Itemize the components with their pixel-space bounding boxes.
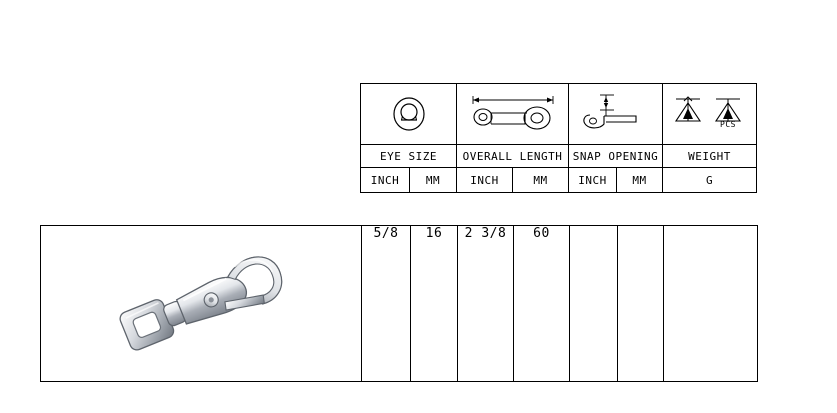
cell-overall-length-inch: 2 3/8 bbox=[458, 226, 514, 382]
swivel-snap-hook-image bbox=[106, 249, 296, 359]
cell-overall-length-mm: 60 bbox=[514, 226, 570, 382]
snap-opening-icon bbox=[569, 84, 662, 144]
overall-length-label: OVERALL LENGTH bbox=[457, 145, 569, 168]
cell-weight-g bbox=[664, 226, 758, 382]
spec-name-row bbox=[361, 145, 757, 168]
weight-label: WEIGHT bbox=[663, 145, 757, 168]
cell-eye-size-inch: 5/8 bbox=[362, 226, 411, 382]
weight-icon-pcs-label: PCS bbox=[719, 120, 736, 129]
overall-length-unit-mm: MM bbox=[513, 168, 569, 193]
table-row bbox=[41, 226, 758, 382]
product-image-cell bbox=[41, 226, 362, 382]
spec-icon-row bbox=[361, 84, 757, 145]
weight-scale-icon bbox=[663, 84, 756, 144]
spec-unit-row bbox=[361, 168, 757, 193]
weight-icon-cell bbox=[663, 84, 757, 145]
weight-unit-g: G bbox=[663, 168, 757, 193]
overall-length-unit-inch: INCH bbox=[457, 168, 513, 193]
cell-eye-size-mm: 16 bbox=[411, 226, 458, 382]
cell-snap-opening-mm bbox=[618, 226, 664, 382]
eye-size-unit-mm: MM bbox=[410, 168, 457, 193]
eye-size-icon-cell bbox=[361, 84, 457, 145]
snap-opening-label: SNAP OPENING bbox=[569, 145, 663, 168]
snap-opening-unit-inch: INCH bbox=[569, 168, 617, 193]
product-table bbox=[40, 225, 758, 382]
eye-size-unit-inch: INCH bbox=[361, 168, 410, 193]
cell-snap-opening-inch bbox=[570, 226, 618, 382]
spec-header-table bbox=[360, 83, 757, 193]
overall-length-icon bbox=[457, 84, 568, 144]
eye-size-icon bbox=[361, 84, 456, 144]
eye-size-label: EYE SIZE bbox=[361, 145, 457, 168]
overall-length-icon-cell bbox=[457, 84, 569, 145]
snap-opening-icon-cell bbox=[569, 84, 663, 145]
snap-opening-unit-mm: MM bbox=[617, 168, 663, 193]
